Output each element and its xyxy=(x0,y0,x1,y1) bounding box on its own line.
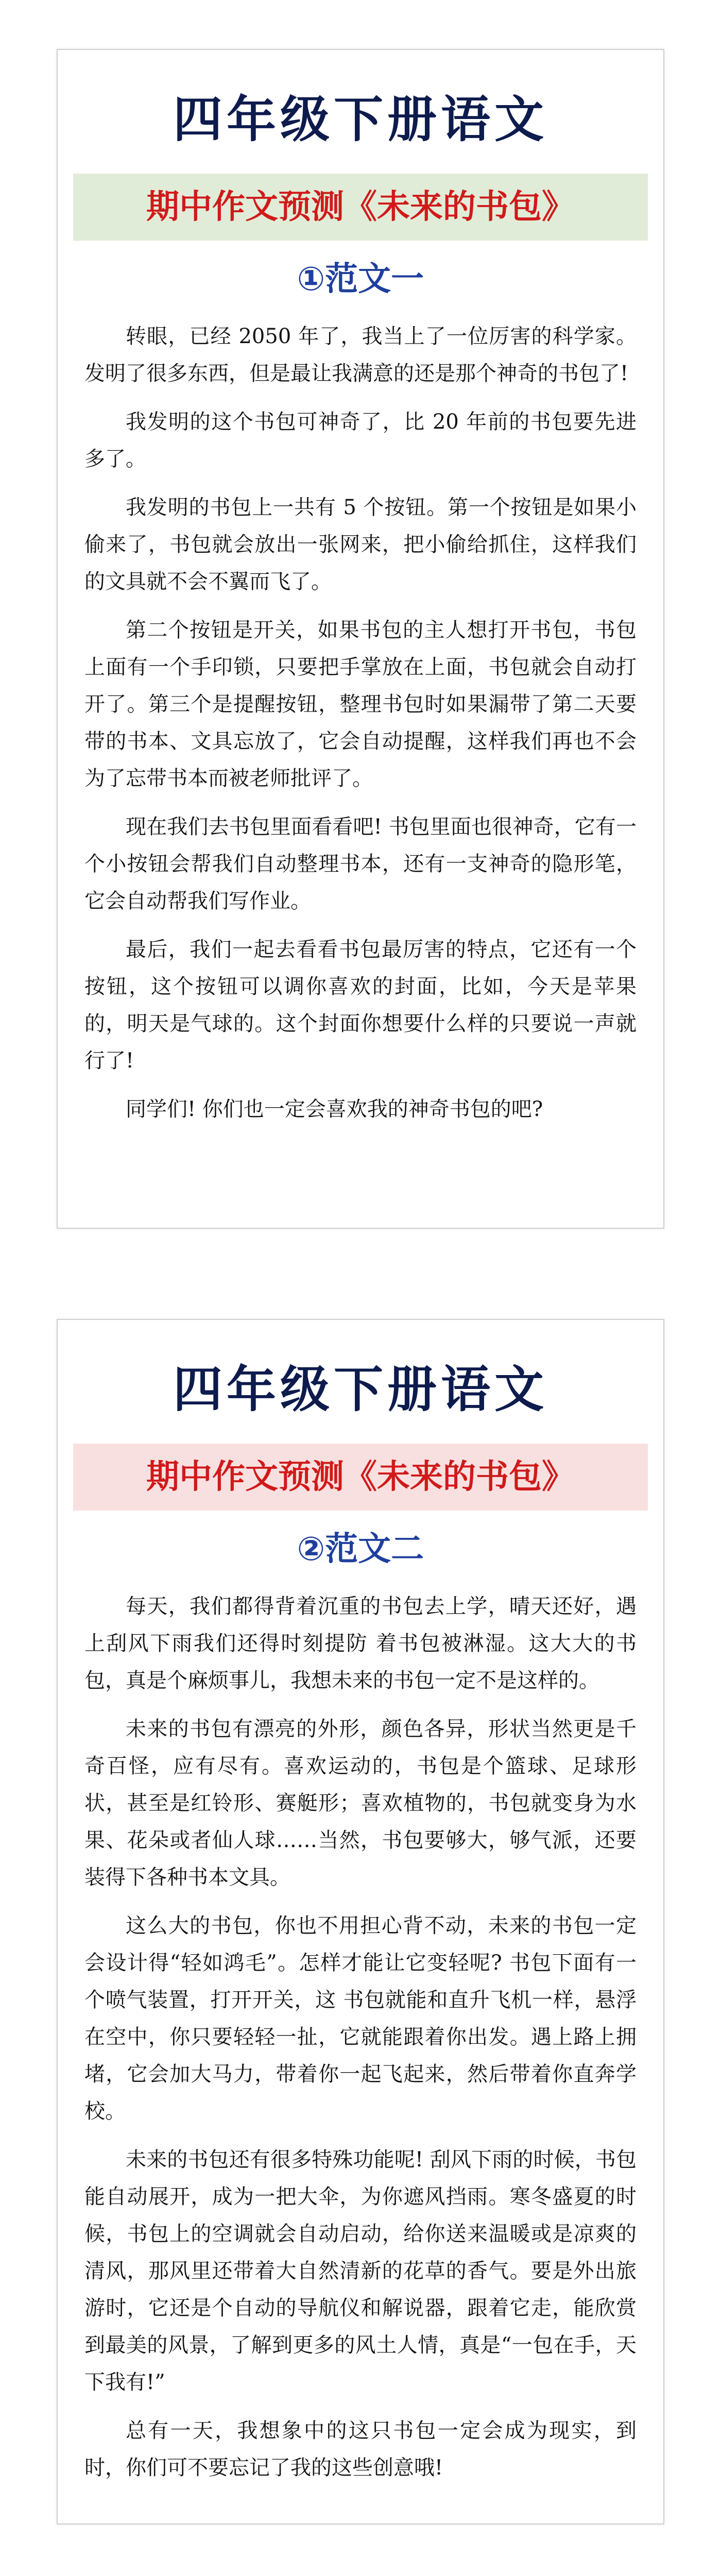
subtitle-band: 期中作文预测《未来的书包》 xyxy=(73,1444,648,1511)
essay-card-2 xyxy=(57,1319,664,2524)
essay-label: ①范文一 xyxy=(297,260,424,298)
paragraph: 未来的书包有漂亮的外形，颜色各异，形状当然更是千奇百怪，应有尽有。喜欢运动的，书包是个篮球、足球形状，甚至是红铃形、赛艇形；喜欢植物的，书包就变身为水果、花朵或者仙人球……当然，书包要够大，够气派，还要装得下各种书本文具。 xyxy=(84,1717,637,1889)
essay-body xyxy=(58,302,663,1128)
paragraph: 我发明的书包上一共有 5 个按钮。第一个按钮是如果小偷来了，书包就会放出一张网来，把小偷给抓住，这样我们的文具就不会不翼而飞了。 xyxy=(84,496,637,594)
paragraph: 现在我们去书包里面看看吧! 书包里面也很神奇，它有一个小按钮会帮我们自动整理书本，还有一支神奇的隐形笔，它会自动帮我们写作业。 xyxy=(84,815,637,913)
paragraph: 未来的书包还有很多特殊功能呢! 刮风下雨的时候，书包能自动展开，成为一把大伞，为你遮风挡雨。寒冬盛夏的时候，书包上的空调就会自动启动，给你送来温暖或是凉爽的清风，那风里还带着大自然清新的花草的香气。要是外出旅游时，它还是个自动的导航仪和解说器，跟着它走，能欣赏到最美的风景，了解到更多的风土人情，真是“一包在手，天下我有!” xyxy=(84,2148,637,2394)
paragraph: 最后，我们一起去看看书包最厉害的特点，它还有一个按钮，这个按钮可以调你喜欢的封面，比如，今天是苹果的，明天是气球的。这个封面你想要什么样的只要说一声就行了! xyxy=(84,938,637,1073)
essay-card-1 xyxy=(57,49,664,1229)
essay-body xyxy=(58,1572,663,2486)
subtitle-band: 期中作文预测《未来的书包》 xyxy=(73,174,648,241)
paragraph: 转眼，已经 2050 年了，我当上了一位厉害的科学家。发明了很多东西，但是最让我满意的还是那个神奇的书包了! xyxy=(84,325,637,385)
paragraph: 同学们! 你们也一定会喜欢我的神奇书包的吧? xyxy=(126,1097,543,1121)
paragraph: 每天，我们都得背着沉重的书包去上学，晴天还好，遇上刮风下雨我们还得时刻提防 着书包被淋湿。这大大的书包，真是个麻烦事儿，我想未来的书包一定不是这样的。 xyxy=(84,1595,637,1692)
paragraph: 这么大的书包，你也不用担心背不动，未来的书包一定会设计得“轻如鸿毛”。怎样才能让它变轻呢? 书包下面有一个喷气装置，打开开关，这 书包就能和直升飞机一样，悬浮在空中，你只要轻轻一扯，它就能跟着你出发。遇上路上拥堵，它会加大马力，带着你一起飞起来，然后带着你直奔学校。 xyxy=(84,1914,637,2123)
paragraph: 第二个按钮是开关，如果书包的主人想打开书包，书包上面有一个手印锁，只要把手掌放在上面，书包就会自动打开了。第三个是提醒按钮，整理书包时如果漏带了第二天要带的书本、文具忘放了，它会自动提醒，这样我们再也不会为了忘带书本而被老师批评了。 xyxy=(84,618,637,790)
paragraph: 我发明的这个书包可神奇了，比 20 年前的书包要先进多了。 xyxy=(84,410,637,471)
grade-title: 四年级下册语文 xyxy=(173,91,548,148)
grade-title: 四年级下册语文 xyxy=(173,1361,548,1418)
essay-label: ②范文二 xyxy=(297,1530,424,1568)
paragraph: 总有一天，我想象中的这只书包一定会成为现实，到时，你们可不要忘记了我的这些创意哦! xyxy=(84,2419,637,2480)
